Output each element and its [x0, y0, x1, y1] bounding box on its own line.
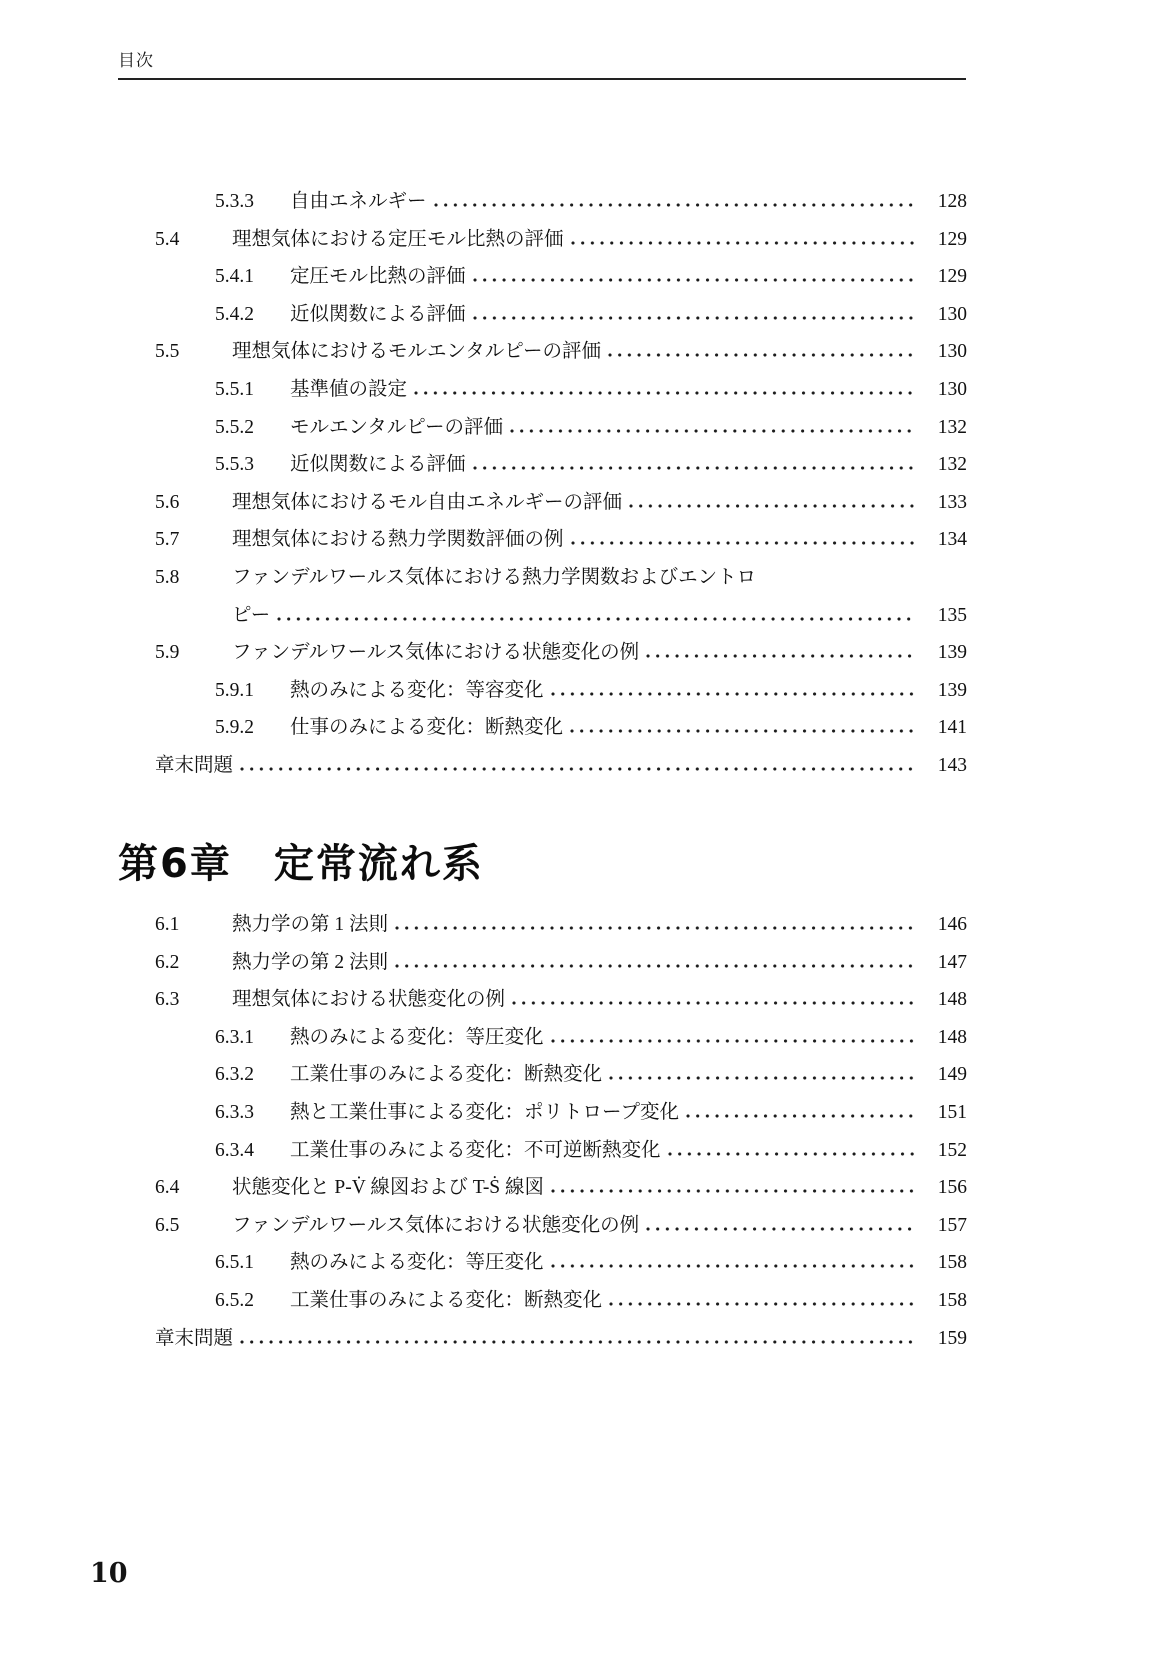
toc-entry-number: 5.6	[155, 491, 180, 513]
toc-entry-number: 6.2	[155, 951, 180, 973]
toc-leader-dots	[646, 654, 916, 658]
chapter6-title: 定常流れ系	[273, 841, 484, 887]
toc-entry-title: 仕事のみによる変化：断熱変化	[290, 717, 564, 739]
toc-leader-dots	[609, 1076, 916, 1080]
toc-entry-page: 141	[937, 717, 967, 739]
toc-entry-page: 147	[937, 951, 967, 973]
toc-entry-number: 5.7	[155, 529, 180, 551]
toc-leader-dots	[571, 541, 916, 545]
toc-leader-dots	[551, 1039, 916, 1043]
toc-entry-page: 151	[937, 1101, 967, 1123]
toc-chapter5-list	[155, 183, 967, 785]
toc-entry-page: 158	[937, 1252, 967, 1274]
toc-entry[interactable]	[155, 484, 967, 522]
toc-leader-dots	[473, 278, 916, 282]
toc-entry-number: 6.1	[155, 914, 180, 935]
toc-entry-number: 5.5	[155, 341, 180, 363]
toc-entry-title: ファンデルワールス気体における熱力学関数およびエントロ	[232, 566, 757, 588]
toc-entry-number: 5.3.3	[215, 191, 254, 212]
toc-entry-page: 135	[937, 604, 967, 626]
toc-entry-title: ピー	[232, 604, 271, 626]
toc-leader-dots	[629, 504, 916, 508]
chapter6-heading	[118, 840, 484, 888]
toc-entry-title: 工業仕事のみによる変化：不可逆断熱変化	[290, 1139, 661, 1161]
running-head	[118, 46, 966, 80]
toc-entry-title: 状態変化と P-V̇ 線図および T-Ṡ 線図	[232, 1177, 545, 1199]
toc-leader-dots	[646, 1227, 916, 1231]
toc-entry-number: 6.5.2	[215, 1289, 254, 1311]
header-rule	[118, 78, 966, 80]
toc-entry-page: 133	[937, 491, 967, 513]
toc-leader-dots	[240, 1340, 916, 1344]
toc-entry[interactable]	[155, 1244, 967, 1282]
toc-entry[interactable]	[155, 446, 967, 484]
toc-leader-dots	[434, 203, 916, 207]
toc-entry-title: 理想気体における熱力学関数評価の例	[232, 529, 564, 551]
toc-entry-number: 6.3.1	[215, 1026, 254, 1048]
toc-entry-number: 6.3.2	[215, 1064, 254, 1086]
toc-entry-title: 理想気体におけるモルエンタルピーの評価	[232, 341, 601, 363]
toc-entry[interactable]	[155, 1094, 967, 1132]
toc-entry-number: 5.9	[155, 642, 180, 664]
toc-entry[interactable]	[155, 1169, 967, 1207]
toc-entry-title: 工業仕事のみによる変化：断熱変化	[290, 1064, 603, 1086]
toc-entry-title: 理想気体における状態変化の例	[232, 989, 506, 1011]
toc-entry-title: 熱のみによる変化：等容変化	[290, 679, 544, 701]
toc-entry-page: 129	[937, 228, 967, 250]
toc-entry-number: 5.5.2	[215, 416, 254, 438]
toc-entry-number: 5.4.1	[215, 266, 254, 288]
toc-entry[interactable]	[155, 296, 967, 334]
toc-entry-page: 132	[937, 454, 967, 476]
toc-entry-page: 128	[937, 191, 967, 212]
toc-entry[interactable]	[155, 521, 967, 559]
toc-entry-page: 157	[937, 1214, 967, 1236]
toc-entry[interactable]	[155, 1207, 967, 1245]
toc-entry-number: 5.9.1	[215, 679, 254, 701]
toc-entry-title: 定圧モル比熱の評価	[290, 266, 466, 288]
toc-entry-title: 理想気体におけるモル自由エネルギーの評価	[232, 491, 623, 513]
toc-entry-title: モルエンタルピーの評価	[290, 416, 503, 438]
toc-entry-title: ファンデルワールス気体における状態変化の例	[232, 642, 640, 664]
toc-entry-page: 158	[937, 1289, 967, 1311]
toc-entry[interactable]	[155, 1056, 967, 1094]
toc-entry[interactable]	[155, 944, 967, 982]
toc-entry-page: 159	[937, 1327, 967, 1349]
toc-entry[interactable]	[155, 221, 967, 259]
toc-leader-dots	[551, 692, 916, 696]
toc-entry-title: ファンデルワールス気体における状態変化の例	[232, 1214, 640, 1236]
toc-entry-title: 章末問題	[155, 754, 234, 776]
toc-entry-page: 143	[937, 754, 967, 776]
toc-entry-number: 6.3.3	[215, 1101, 254, 1123]
toc-entry-page: 132	[937, 416, 967, 438]
toc-leader-dots	[686, 1114, 916, 1118]
toc-entry[interactable]	[155, 559, 967, 597]
toc-entry[interactable]	[155, 906, 967, 944]
chapter6-number: 第6章	[118, 841, 232, 887]
toc-entry-page: 129	[937, 266, 967, 288]
toc-entry[interactable]	[155, 183, 967, 221]
toc-entry[interactable]	[155, 1320, 967, 1358]
toc-leader-dots	[473, 316, 916, 320]
toc-leader-dots	[608, 353, 916, 357]
toc-leader-dots	[395, 964, 916, 968]
toc-entry-number: 6.3	[155, 989, 180, 1011]
toc-entry-title: 工業仕事のみによる変化：断熱変化	[290, 1289, 603, 1311]
toc-leader-dots	[570, 729, 916, 733]
toc-entry-page: 130	[937, 378, 967, 400]
toc-entry-title: 熱のみによる変化：等圧変化	[290, 1252, 544, 1274]
toc-entry[interactable]	[155, 597, 967, 635]
toc-entry-number: 5.5.1	[215, 378, 254, 400]
toc-entry-title: 近似関数による評価	[290, 303, 466, 325]
toc-entry-number: 5.9.2	[215, 717, 254, 739]
toc-leader-dots	[668, 1152, 916, 1156]
toc-entry-number: 6.5.1	[215, 1252, 254, 1274]
toc-entry-number: 5.8	[155, 566, 180, 588]
toc-entry-page: 156	[937, 1177, 967, 1199]
toc-entry-number: 6.5	[155, 1214, 180, 1236]
toc-leader-dots	[240, 767, 916, 771]
toc-entry-page: 139	[937, 679, 967, 701]
toc-entry[interactable]	[155, 371, 967, 409]
toc-entry[interactable]	[155, 258, 967, 296]
toc-entry-number: 6.3.4	[215, 1139, 254, 1161]
toc-entry-title: 熱力学の第 2 法則	[232, 951, 389, 973]
page-number: 10	[90, 1558, 128, 1589]
toc-leader-dots	[609, 1302, 916, 1306]
toc-entry[interactable]	[155, 1282, 967, 1320]
toc-entry-page: 130	[937, 341, 967, 363]
toc-entry-page: 148	[937, 1026, 967, 1048]
toc-entry[interactable]	[155, 981, 967, 1019]
toc-entry-title: 熱力学の第 1 法則	[232, 914, 389, 935]
toc-entry-page: 146	[937, 914, 967, 935]
toc-entry-number: 5.5.3	[215, 454, 254, 476]
toc-leader-dots	[571, 241, 916, 245]
toc-entry-page: 152	[937, 1139, 967, 1161]
toc-entry-title: 自由エネルギー	[290, 191, 427, 212]
toc-entry-title: 熱のみによる変化：等圧変化	[290, 1026, 544, 1048]
toc-entry-page: 149	[937, 1064, 967, 1086]
toc-leader-dots	[551, 1264, 916, 1268]
toc-entry[interactable]	[155, 747, 967, 785]
toc-leader-dots	[473, 466, 916, 470]
toc-entry-page: 130	[937, 303, 967, 325]
toc-leader-dots	[551, 1189, 916, 1193]
toc-entry-title: 基準値の設定	[290, 378, 408, 400]
toc-entry-number: 5.4.2	[215, 303, 254, 325]
toc-chapter6-list	[155, 906, 967, 1357]
running-head-label: 目次	[118, 51, 154, 71]
toc-entry[interactable]	[155, 709, 967, 747]
toc-entry-title: 熱と工業仕事による変化：ポリトロープ変化	[290, 1101, 680, 1123]
toc-leader-dots	[277, 617, 916, 621]
toc-entry[interactable]	[155, 1132, 967, 1170]
toc-entry-title: 近似関数による評価	[290, 454, 466, 476]
toc-entry[interactable]	[155, 634, 967, 672]
toc-entry-title: 理想気体における定圧モル比熱の評価	[232, 228, 564, 250]
toc-leader-dots	[512, 1001, 916, 1005]
toc-entry[interactable]	[155, 672, 967, 710]
toc-entry-page: 148	[937, 989, 967, 1011]
toc-entry-page: 139	[937, 642, 967, 664]
toc-entry-page: 134	[937, 529, 967, 551]
toc-entry[interactable]	[155, 333, 967, 371]
toc-leader-dots	[414, 391, 916, 395]
toc-entry-title: 章末問題	[155, 1327, 234, 1349]
toc-entry-number: 5.4	[155, 228, 180, 250]
toc-entry-number: 6.4	[155, 1177, 180, 1199]
toc-entry[interactable]	[155, 409, 967, 447]
toc-leader-dots	[395, 926, 916, 930]
toc-leader-dots	[510, 429, 916, 433]
toc-entry[interactable]	[155, 1019, 967, 1057]
